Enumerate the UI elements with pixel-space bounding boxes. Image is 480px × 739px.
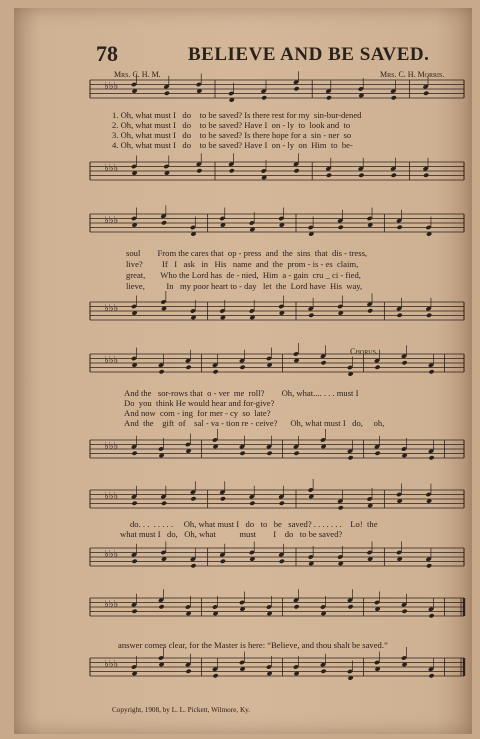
hymn-title: BELIEVE AND BE SAVED. [188,44,430,65]
lyrics-verse-2: Do you think He would hear and for-give? [124,398,275,408]
lyrics-verse-3: And now com - ing for mer - cy so late? [124,408,271,418]
svg-text:♭♭♭: ♭♭♭ [104,491,119,502]
lyrics-verse-4: And the gift of sal - va - tion re - ceive? Oh, what must I do, oh, [124,418,385,428]
lyrics-verse-1: soul From the cares that op - press and the sins that dis - tress, [126,248,368,258]
music-staff-treble [84,592,468,628]
svg-text:♭♭♭: ♭♭♭ [104,81,119,92]
svg-text:♭♭♭: ♭♭♭ [104,355,119,366]
lyrics-verse-1: And the sor-rows that o - ver me roll? Oh, what.... . . . must I [124,388,359,398]
lyrics-verse-2: live? If I ask in His name and the prom - is - es claim, [126,259,359,269]
chorus-label: Chorus. [350,347,379,356]
lyrics-verse-4: lieve, In my poor heart to - day let the Lord have His way, [126,281,363,291]
music-staff-treble [84,348,468,384]
music-credit: Mrs. C. H. Morris. [380,70,445,79]
music-staff-bass [84,434,468,470]
page-number: 78 [96,41,118,66]
music-staff-bass [84,156,468,192]
lyrics-chorus-line: do. . . . . . . . Oh, what must I do to be saved? . . . . . . . Lo! the [130,519,378,529]
lyrics-verse-4: 4. Oh, what must I do to be saved? Have I on - ly on Him to be- [112,140,353,150]
copyright-notice: Copyright, 1908, by L. L. Pickett, Wilmore, Ky. [112,706,251,714]
music-staff-treble [84,484,468,520]
lyrics-chorus-alto-line: what must I do, Oh, what must I do to be saved? [120,529,343,539]
svg-text:♭♭♭: ♭♭♭ [104,163,119,174]
svg-text:♭♭♭: ♭♭♭ [104,659,119,670]
svg-text:♭♭♭: ♭♭♭ [104,549,119,560]
music-staff-bass [84,296,468,332]
music-staff-bass [84,542,468,578]
lyrics-verse-2: 2. Oh, what must I do to be saved? Have I on - ly to look and to [112,120,351,130]
lyrics-verse-3: great, Who the Lord has de - nied, Him a - gain cru _ ci - fied, [126,270,361,280]
words-credit: Mrs. C. H. M. [114,70,161,79]
lyrics-verse-1: 1. Oh, what must I do to be saved? Is there rest for my sin-bur-dened [112,110,362,120]
svg-text:♭♭♭: ♭♭♭ [104,215,119,226]
svg-text:♭♭♭: ♭♭♭ [104,303,119,314]
music-staff-bass [84,652,468,688]
lyrics-chorus-ending: answer comes clear, for the Master is here: “Believe, and thou shalt be saved.” [118,640,388,650]
music-staff-treble [84,208,468,244]
svg-text:♭♭♭: ♭♭♭ [104,441,119,452]
svg-text:♭♭♭: ♭♭♭ [104,599,119,610]
lyrics-verse-3: 3. Oh, what must I do to be saved? Is there hope for a sin - ner so [112,130,352,140]
music-staff-treble [84,74,468,110]
